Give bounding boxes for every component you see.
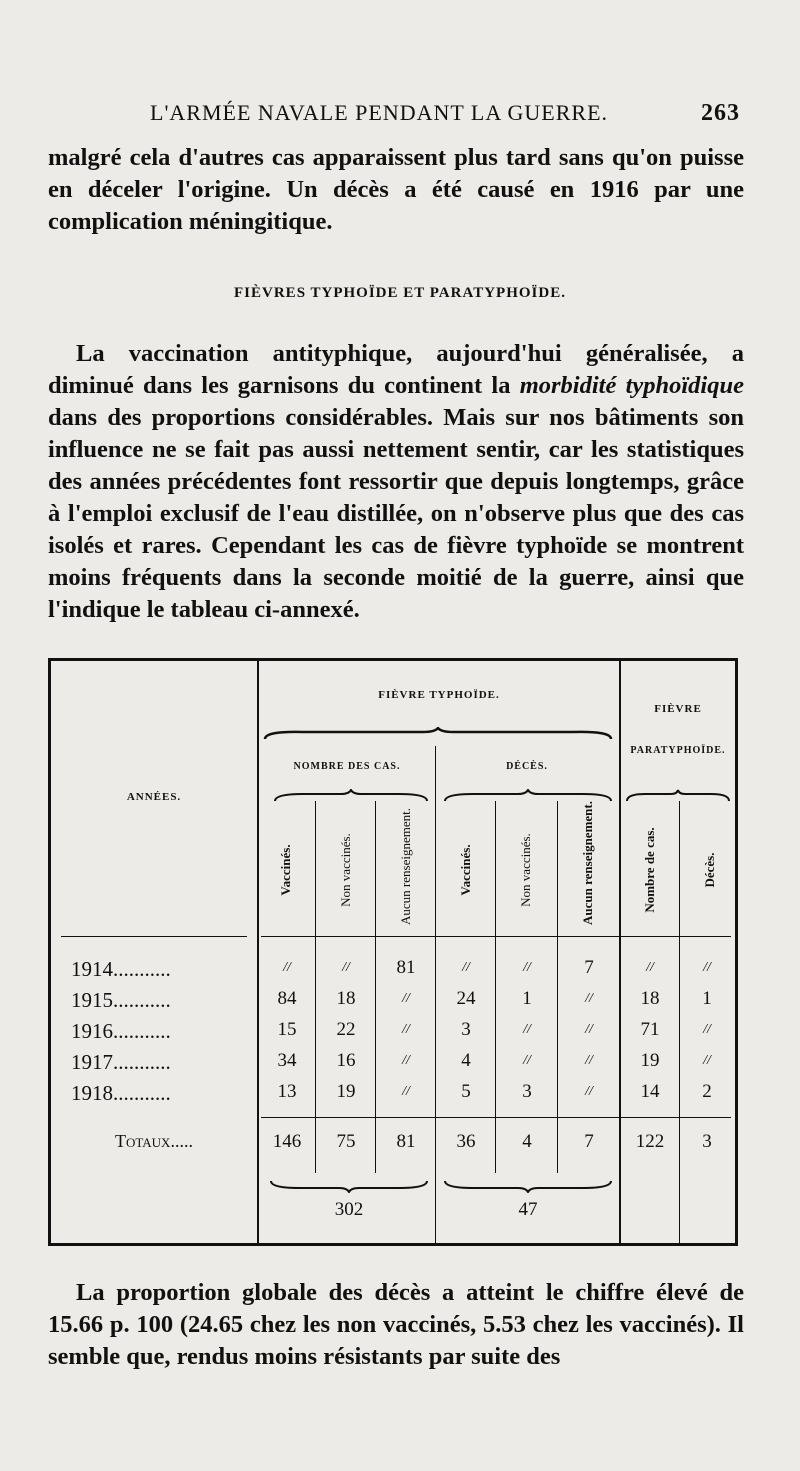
total-cell: 3: [702, 1131, 712, 1152]
table-cell: 3: [461, 1019, 471, 1040]
col-years-header: ANNÉES.: [126, 791, 182, 803]
col-head: Aucun renseignement.: [398, 808, 413, 925]
table-cell: //: [703, 1022, 711, 1037]
col-head: Vaccinés.: [278, 844, 293, 896]
row-label: 1918...........: [71, 1081, 171, 1105]
table-cell: 5: [461, 1081, 471, 1102]
table-cell: 18: [336, 988, 356, 1009]
subheader-cas: NOMBRE DES CAS.: [293, 761, 401, 772]
row-label: 1916...........: [71, 1019, 171, 1043]
total-cell: 122: [635, 1131, 665, 1152]
grand-total-cas: 302: [334, 1199, 364, 1220]
table-cell: //: [646, 960, 654, 975]
col-head: Non vaccinés.: [518, 833, 533, 907]
table-cell: //: [703, 1053, 711, 1068]
table-cell: 3: [522, 1081, 532, 1102]
table-cell: //: [523, 1022, 531, 1037]
table-cell: //: [585, 991, 593, 1006]
paragraph-2-italic: morbidité typhoïdique: [519, 372, 744, 399]
table-cell: 24: [456, 988, 476, 1009]
table-cell: 19: [640, 1050, 660, 1071]
running-title: L'ARMÉE NAVALE PENDANT LA GUERRE.: [150, 100, 609, 125]
row-label: 1914...........: [71, 957, 171, 981]
subheader-deces: DÉCÈS.: [506, 761, 548, 772]
row-label: 1915...........: [71, 988, 171, 1012]
paragraph-2: [48, 338, 744, 626]
table-cell: //: [703, 960, 711, 975]
table-cell: //: [283, 960, 291, 975]
table-cell: 7: [584, 957, 594, 978]
totals-label: Totaux.....: [115, 1131, 193, 1151]
total-cell: 36: [456, 1131, 476, 1152]
table-cell: 71: [640, 1019, 660, 1040]
col-head: Non vaccinés.: [338, 833, 353, 907]
table-cell: 22: [336, 1019, 356, 1040]
table-cell: //: [402, 1022, 410, 1037]
header-brace: [625, 789, 731, 803]
table-cell: 34: [277, 1050, 297, 1071]
total-brace: [443, 1179, 613, 1193]
page-number: 263: [701, 100, 740, 126]
col-head: Nombre de cas.: [642, 827, 657, 913]
section-title: FIÈVRES TYPHOÏDE ET PARATYPHOÏDE.: [234, 285, 566, 301]
total-brace: [269, 1179, 429, 1193]
table-cell: 1: [702, 988, 712, 1009]
table-divider: [257, 661, 259, 1243]
table-cell: //: [342, 960, 350, 975]
table-cell: //: [585, 1084, 593, 1099]
table-divider: [435, 746, 436, 1243]
table-cell: 16: [336, 1050, 356, 1071]
table-rule: [261, 936, 731, 937]
running-head: [150, 100, 740, 127]
total-cell: 4: [522, 1131, 532, 1152]
group-header-typhoide: FIÈVRE TYPHOÏDE.: [378, 689, 500, 701]
grand-total-deces: 47: [518, 1199, 538, 1220]
table-cell: //: [523, 960, 531, 975]
total-cell: 7: [584, 1131, 594, 1152]
table-cell: //: [462, 960, 470, 975]
table-divider: [619, 661, 621, 1243]
table-rule: [261, 1117, 731, 1118]
table-cell: 13: [277, 1081, 297, 1102]
table-cell: //: [402, 1053, 410, 1068]
table-cell: 4: [461, 1050, 471, 1071]
table-cell: 14: [640, 1081, 660, 1102]
total-cell: 81: [396, 1131, 416, 1152]
table-cell: 1: [522, 988, 532, 1009]
table-cell: //: [585, 1022, 593, 1037]
group-header-paratyphoide-2: PARATYPHOÏDE.: [630, 745, 726, 756]
table-cell: //: [402, 1084, 410, 1099]
col-head: Vaccinés.: [458, 844, 473, 896]
paragraph-2-text-b: dans des proportions considérables. Mais sur nos bâtiments son influence ne se fait pas aussi nettement sentir, car les statistiques des années précédentes font ressortir que depuis longtemps, grâce à l'emploi exclusif de l'eau distillée, on n'observe plus que des cas isolés et rares. Cependant les cas de fièvre typhoïde se montrent moins fréquents dans la seconde moitié de la guerre, ainsi que l'indique le tableau ci-annexé.: [48, 404, 744, 623]
paragraph-1: malgré cela d'autres cas apparaissent plus tard sans qu'on puisse en déceler l'origine. Un décès a été causé en 1916 par une complication méningitique.: [48, 144, 744, 235]
header-brace: [263, 727, 613, 741]
table-cell: 15: [277, 1019, 297, 1040]
table-cell: //: [402, 991, 410, 1006]
group-header-paratyphoide-1: FIÈVRE: [654, 703, 702, 715]
col-head: Aucun renseignement.: [580, 801, 595, 925]
col-head: Décès.: [702, 852, 717, 888]
table-rule: [61, 936, 247, 937]
statistics-table: [48, 658, 738, 1246]
header-brace: [273, 789, 429, 803]
table-divider: [679, 801, 680, 1243]
paragraph-3: La proportion globale des décès a atteint le chiffre élevé de 15.66 p. 100 (24.65 chez les non vaccinés, 5.53 chez les vaccinés). Il semble que, rendus moins résistants par suite des: [48, 1279, 744, 1370]
table-cell: 84: [277, 988, 297, 1009]
table-cell: 18: [640, 988, 660, 1009]
total-cell: 146: [272, 1131, 302, 1152]
table-cell: 2: [702, 1081, 712, 1102]
table-cell: //: [523, 1053, 531, 1068]
paragraph-2-text-a: La vaccination antityphique, aujourd'hui généralisée, a diminué dans les garnisons du continent la: [48, 340, 744, 399]
table-cell: //: [585, 1053, 593, 1068]
table-cell: 81: [396, 957, 416, 978]
table-cell: 19: [336, 1081, 356, 1102]
row-label: 1917...........: [71, 1050, 171, 1074]
total-cell: 75: [336, 1131, 356, 1152]
